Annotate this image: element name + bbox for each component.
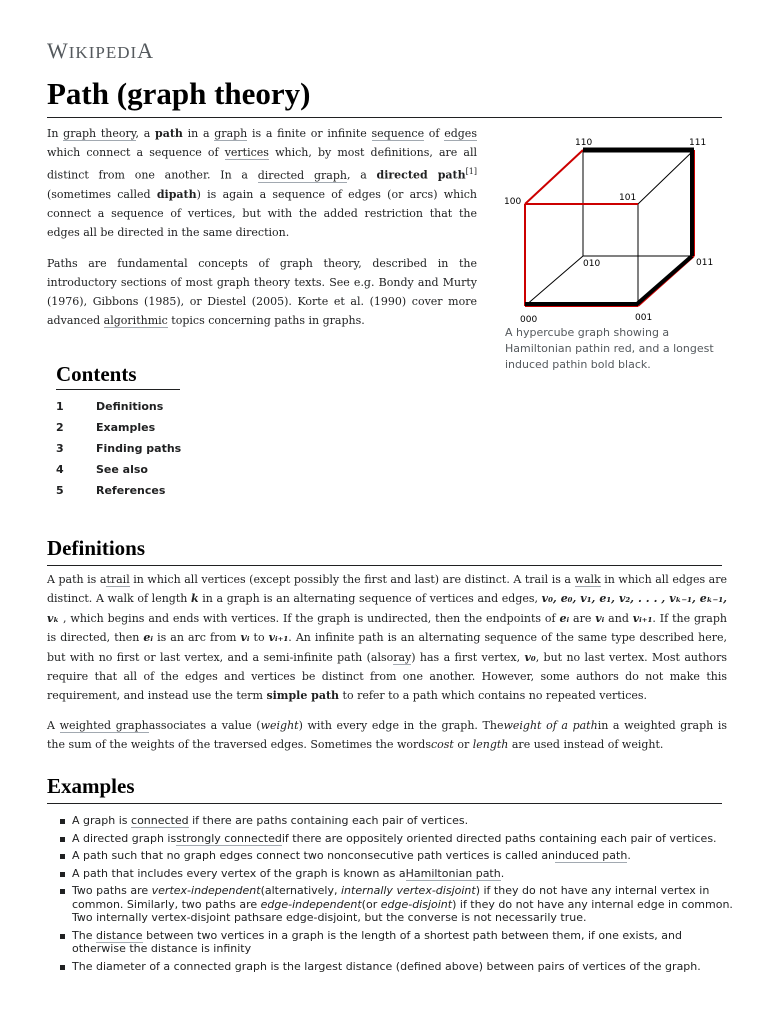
edge-101-111 <box>638 150 694 204</box>
link-connected[interactable]: connected <box>131 814 189 827</box>
title-divider <box>47 117 722 118</box>
link-directed-graph[interactable]: directed graph <box>257 168 347 182</box>
link-weighted-graph[interactable]: weighted graph <box>59 718 149 732</box>
link-distance[interactable]: distance <box>95 928 143 942</box>
definitions-section <box>47 570 727 765</box>
reference-1[interactable]: [1] <box>465 167 477 176</box>
link-induced-path[interactable]: induced path <box>555 849 628 862</box>
list-item: A graph is connected if there are paths containing each pair of vertices. <box>47 814 737 828</box>
link-sequence[interactable]: sequence <box>371 127 425 140</box>
list-item: A directed graph isstrongly connectedif there are oppositely oriented directed paths containing each pair of vertices. <box>47 832 737 846</box>
toc-item-finding-paths[interactable]: 3 Finding paths <box>56 442 182 455</box>
link-graph[interactable]: graph <box>214 127 248 140</box>
figure-caption: A hypercube graph showing a Hamiltonian pathin red, and a longest induced pathin bold black. <box>505 326 714 371</box>
examples-list <box>47 814 737 977</box>
list-item: A path such that no graph edges connect two nonconsecutive path vertices is called aninduced path. <box>47 849 737 863</box>
page-title: Path (graph theory) <box>47 76 311 111</box>
link-edges[interactable]: edges <box>444 127 477 140</box>
list-item: Two paths are vertex-independent(alternatively, internally vertex-disjoint) if they do not have any internal vertex in common. Similarly, two paths are edge-independent(or edge-disjoint) if they do not have any internal edge in common. Two internally vertex-disjoint pathsare edge-disjoint, but the converse is not necessarily true. <box>47 884 737 925</box>
logo-letter: A <box>137 38 155 63</box>
edge-100-110 <box>525 150 583 204</box>
definitions-heading: Definitions <box>47 536 722 566</box>
toc-list <box>56 396 256 501</box>
hypercube-figure <box>498 130 728 330</box>
examples-heading: Examples <box>47 774 722 804</box>
vertex-label-110: 110 <box>575 138 593 148</box>
induced-011-001 <box>637 256 692 304</box>
definitions-paragraph-1: A path is atrail in which all vertices (except possibly the first and last) are distinct. A trail is a walk in which all edges are distinct. A walk of length k in a graph is an alternating sequence of vertices and edges, v₀, e₀, v₁, e₁, v₂, . . . , vₖ₋₁, eₖ₋₁, vₖ , which begins and ends with vertices. If the graph is undirected, then the endpoints of eᵢ are vᵢ and vᵢ₊₁. If the graph is directed, then eᵢ is an arc from vᵢ to vᵢ₊₁. An infinite path is an alternating sequence of the same type described here, but with no first or last vertex, and a semi-infinite path (alsoray) has a first vertex, v₀, but no last vertex. Most authors require that all of the edges and vertices be distinct from one another. However, some authors do not make this requirement, and instead use the term simple path to refer to a path which contains no repeated vertices. <box>47 573 727 703</box>
logo-letter: W <box>47 38 69 63</box>
wikipedia-logo[interactable] <box>47 38 154 64</box>
intro-paragraph-1: In graph theory, a path in a graph is a finite or infinite sequence of edges which connect a sequence of vertices which, by most definitions, are all distinct from one another. In a directed graph, a directed path[1] (sometimes called dipath) is again a sequence of edges (or arcs) which connect a sequence of vertices, but with the added restriction that the edges all be directed in the same direction. <box>47 127 478 239</box>
link-algorithmic[interactable]: algorithmic <box>103 313 168 327</box>
definitions-paragraph-2: A weighted graphassociates a value (weight) with every edge in the graph. Theweight of a pathin a weighted graph is the sum of the weights of the traversed edges. Sometimes the wordscost or length are used instead of weight. <box>47 718 727 752</box>
toc-item-references[interactable]: 5 References <box>56 484 166 497</box>
link-walk[interactable]: walk <box>574 573 601 586</box>
link-ray[interactable]: ray <box>393 650 412 664</box>
list-item: The distance between two vertices in a graph is the length of a shortest path between them, if one exists, and otherwise the distance is infinity <box>47 929 737 956</box>
vertex-label-100: 100 <box>504 197 522 207</box>
vertex-label-001: 001 <box>635 313 653 323</box>
list-item: The diameter of a connected graph is the largest distance (defined above) between pairs of vertices of the graph. <box>47 960 737 974</box>
vertex-label-111: 111 <box>689 138 707 148</box>
vertex-label-000: 000 <box>520 315 538 325</box>
list-item: A path that includes every vertex of the graph is known as aHamiltonian path. <box>47 867 737 881</box>
toc-item-definitions[interactable]: 1 Definitions <box>56 400 164 413</box>
vertex-label-101: 101 <box>619 193 637 203</box>
vertex-label-011: 011 <box>696 258 714 268</box>
vertex-label-010: 010 <box>583 259 601 269</box>
hypercube-graph <box>498 130 728 330</box>
link-vertices[interactable]: vertices <box>224 146 269 159</box>
toc-item-examples[interactable]: 2 Examples <box>56 421 156 434</box>
link-graph-theory[interactable]: graph theory <box>63 127 136 140</box>
toc-title: Contents <box>56 362 180 390</box>
link-trail[interactable]: trail <box>106 573 130 586</box>
table-of-contents <box>56 362 256 501</box>
logo-small-caps: IKIPEDI <box>68 43 138 62</box>
intro-section <box>47 124 477 342</box>
intro-paragraph-2: Paths are fundamental concepts of graph theory, described in the introductory sections of most graph theory texts. See e.g. Bondy and Murty (1976), Gibbons (1985), or Diestel (2005). Korte et al. (1990) cover more advanced algorithmic topics concerning paths in graphs. <box>47 256 477 327</box>
toc-item-see-also[interactable]: 4 See also <box>56 463 148 476</box>
edge-000-010 <box>525 256 583 306</box>
link-hamiltonian-path[interactable]: Hamiltonian path <box>405 866 501 880</box>
link-strongly-connected[interactable]: strongly connected <box>176 831 282 845</box>
